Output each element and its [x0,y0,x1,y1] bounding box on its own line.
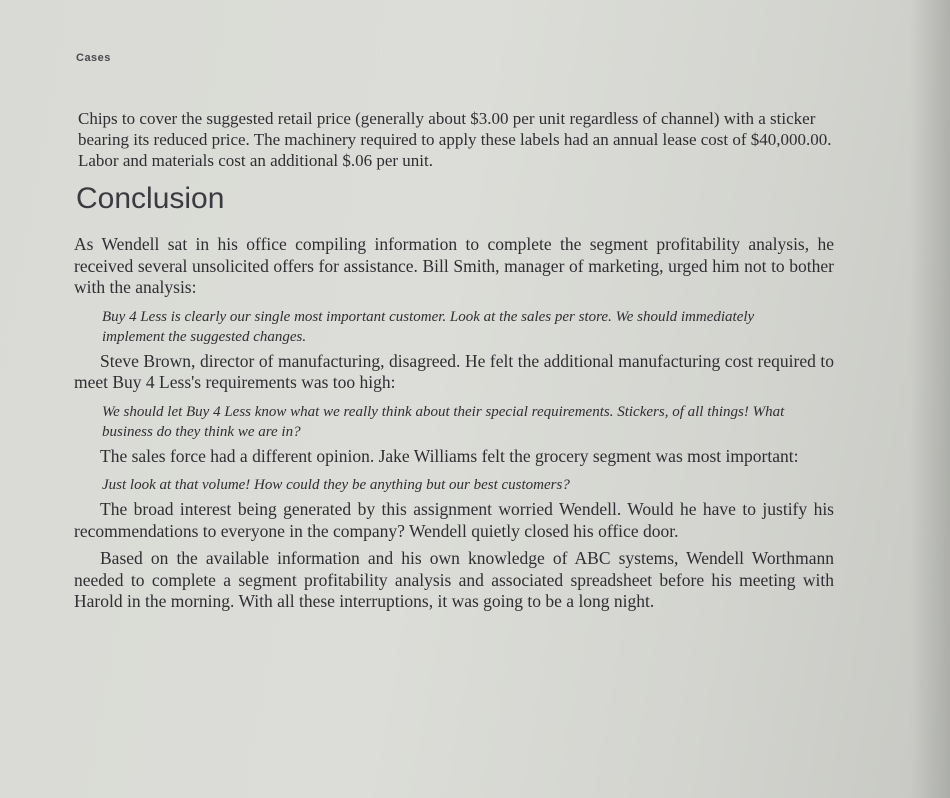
page-edge-shadow [910,0,950,798]
paragraph-steve-brown: Steve Brown, director of manufacturing, disagreed. He felt the additional manufacturing cost required to meet Buy 4 Less's requirements was too high: [74,350,834,392]
paragraph-wendell-office: As Wendell sat in his office compiling information to complete the segment profitability analysis, he received several unsolicited offers for assistance. Bill Smith, manager of marketing, urged him not to bother with the analysis: [74,234,834,297]
paragraph-sales-force: The sales force had a different opinion. Jake Williams felt the grocery segment was most important: [100,445,799,466]
paragraph-broad-interest: The broad interest being generated by this assignment worried Wendell. Would he have to justify his recommendations to everyone in the company? Wendell quietly closed his office door. [74,499,834,541]
paragraph-conclusion: Based on the available information and his own knowledge of ABC systems, Wendell Worthmann needed to complete a segment profitability analysis and associated spreadsheet before his meeting with Harold in the morning. With all these interruptions, it was going to be a long night. [74,548,834,611]
quote-jake-williams: Just look at that volume! How could they be anything but our best customers? [102,477,570,493]
section-heading: Conclusion [76,182,225,215]
book-page [74,52,844,613]
quote-steve-brown: We should let Buy 4 Less know what we really think about their special requirements. Stickers, of all things! What business do they think we are in? [102,403,785,440]
quote-bill-smith: Buy 4 Less is clearly our single most important customer. Look at the sales per store. We should immediately implement the suggested changes. [102,308,755,345]
intro-paragraph: Chips to cover the suggested retail price (generally about $3.00 per unit regardless of channel) with a sticker bearing its reduced price. The machinery required to apply these labels had an annual lease cost of $40,000.00. Labor and materials cost an additional $.06 per unit. [78,109,832,170]
running-header: Cases [76,52,111,64]
